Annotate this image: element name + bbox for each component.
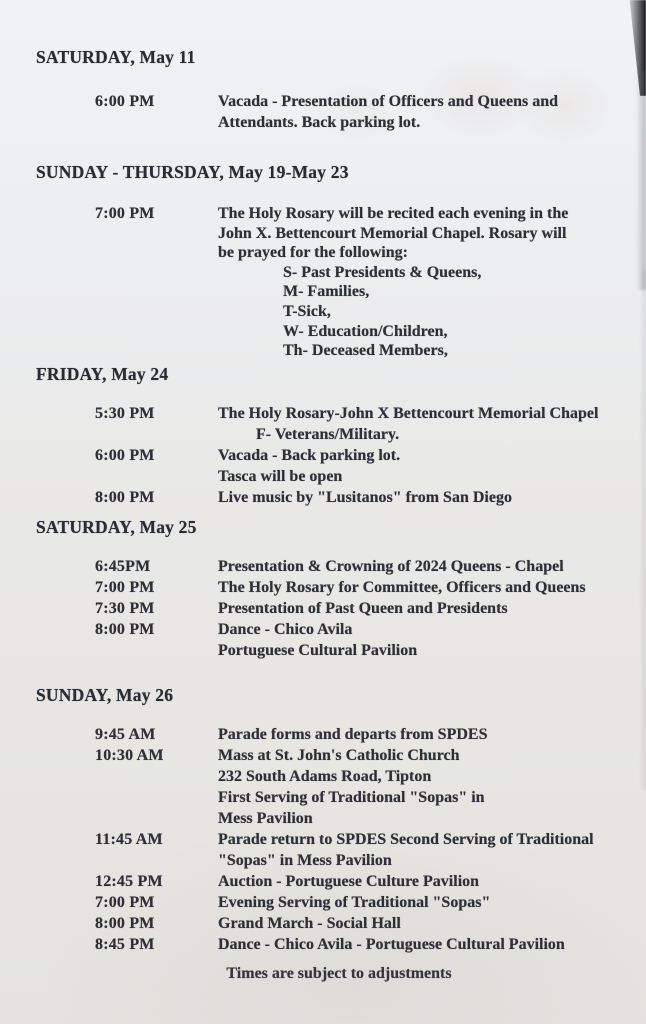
event-description [218, 871, 646, 892]
event-description [218, 91, 646, 133]
event-description-line: Dance - Chico Avila - Portuguese Cultural Pavilion [218, 936, 565, 953]
schedule-section [0, 684, 646, 955]
event-time: 8:00 PM [95, 621, 155, 638]
event-description [218, 619, 646, 661]
event-description-line: Presentation of Past Queen and Presidents [218, 600, 508, 617]
event-row [95, 619, 646, 661]
event-description-line: M- Families, [283, 283, 370, 301]
page-edge-shadow-faint [640, 270, 646, 790]
event-description [218, 724, 646, 745]
schedule-section [0, 363, 646, 508]
section-heading: SUNDAY, May 26 [36, 685, 174, 705]
event-time: 7:00 PM [95, 205, 155, 222]
event-time: 6:45PM [95, 558, 151, 575]
event-description [218, 892, 646, 913]
event-description [218, 577, 646, 598]
event-description-line: Vacada - Back parking lot. [218, 447, 401, 464]
event-description [218, 934, 646, 955]
event-time: 9:45 AM [95, 726, 156, 743]
event-description-line: Grand March - Social Hall [218, 915, 401, 932]
event-description-line: First Serving of Traditional "Sopas" in [218, 789, 485, 806]
event-description-line: John X. Bettencourt Memorial Chapel. Rosary will [218, 224, 567, 242]
section-rows [0, 91, 646, 133]
event-description-line: Presentation & Crowning of 2024 Queens - Chapel [218, 558, 564, 575]
schedule-section [0, 516, 646, 661]
event-description-line: The Holy Rosary-John X Bettencourt Memorial Chapel [218, 405, 599, 422]
event-time: 8:45 PM [95, 936, 155, 953]
event-row [95, 487, 646, 508]
event-time: 11:45 AM [95, 831, 163, 848]
section-rows [0, 204, 646, 361]
event-time: 7:00 PM [95, 894, 155, 911]
event-description-line: Dance - Chico Avila [218, 621, 353, 638]
section-rows [0, 556, 646, 661]
section-heading: SATURDAY, May 25 [36, 517, 197, 537]
event-row [95, 913, 646, 934]
event-description-line: Evening Serving of Traditional "Sopas" [218, 894, 491, 911]
event-time: 8:00 PM [95, 489, 155, 506]
event-time: 6:00 PM [95, 447, 155, 464]
event-description-line: Attendants. Back parking lot. [218, 114, 421, 131]
event-time: 8:00 PM [95, 915, 155, 932]
event-row [95, 871, 646, 892]
event-description-line: Vacada - Presentation of Officers and Queens and [218, 93, 558, 110]
event-description-line: Auction - Portuguese Culture Pavilion [218, 873, 480, 890]
schedule-section [0, 46, 646, 133]
event-description [218, 913, 646, 934]
event-row [95, 445, 646, 487]
event-time: 7:30 PM [95, 600, 155, 617]
event-row [95, 577, 646, 598]
event-description [218, 598, 646, 619]
event-description-line: T-Sick, [283, 302, 331, 320]
section-heading: FRIDAY, May 24 [36, 364, 169, 384]
event-description [218, 487, 646, 508]
event-description-line: Live music by "Lusitanos" from San Diego [218, 489, 512, 506]
section-rows [0, 724, 646, 955]
page-edge-shadow-soft [636, 70, 646, 290]
event-row [95, 829, 646, 871]
event-description-line: The Holy Rosary will be recited each evening in the [218, 205, 569, 222]
event-row [95, 934, 646, 955]
event-description-line: Mess Pavilion [218, 810, 313, 827]
event-time: 10:30 AM [95, 747, 164, 764]
event-description [218, 745, 646, 829]
event-row [95, 724, 646, 745]
event-row [95, 556, 646, 577]
event-description-line: The Holy Rosary for Committee, Officers and Queens [218, 579, 586, 596]
event-description [218, 556, 646, 577]
event-description-line: "Sopas" in Mess Pavilion [218, 852, 392, 869]
event-description-line: Mass at St. John's Catholic Church [218, 747, 460, 764]
event-time: 12:45 PM [95, 873, 163, 890]
event-description [218, 445, 646, 487]
event-description-line: 232 South Adams Road, Tipton [218, 768, 432, 785]
event-row [95, 403, 646, 445]
event-row [95, 745, 646, 829]
event-description-line: Th- Deceased Members, [283, 342, 448, 360]
event-description-line: F- Veterans/Military. [256, 426, 400, 443]
event-time: 5:30 PM [95, 405, 155, 422]
event-description-line: Portuguese Cultural Pavilion [218, 642, 418, 659]
section-heading: SUNDAY - THURSDAY, May 19-May 23 [36, 162, 349, 182]
event-description [218, 204, 646, 361]
schedule-section [0, 161, 646, 361]
event-row [95, 204, 646, 361]
event-description-line: S- Past Presidents & Queens, [283, 263, 482, 281]
event-description-line: Tasca will be open [218, 468, 343, 485]
footer-note: Times are subject to adjustments [226, 965, 452, 982]
event-description-line: W- Education/Children, [283, 322, 448, 340]
event-row [95, 892, 646, 913]
event-description-line: Parade return to SPDES Second Serving of Traditional [218, 831, 594, 848]
section-rows [0, 403, 646, 508]
event-description [218, 403, 646, 445]
event-time: 6:00 PM [95, 93, 155, 110]
event-description-line: Parade forms and departs from SPDES [218, 726, 488, 743]
section-heading: SATURDAY, May 11 [36, 47, 196, 67]
event-row [95, 598, 646, 619]
event-description [218, 829, 646, 871]
event-time: 7:00 PM [95, 579, 155, 596]
event-row [95, 91, 646, 133]
event-description-line: be prayed for the following: [218, 244, 408, 262]
